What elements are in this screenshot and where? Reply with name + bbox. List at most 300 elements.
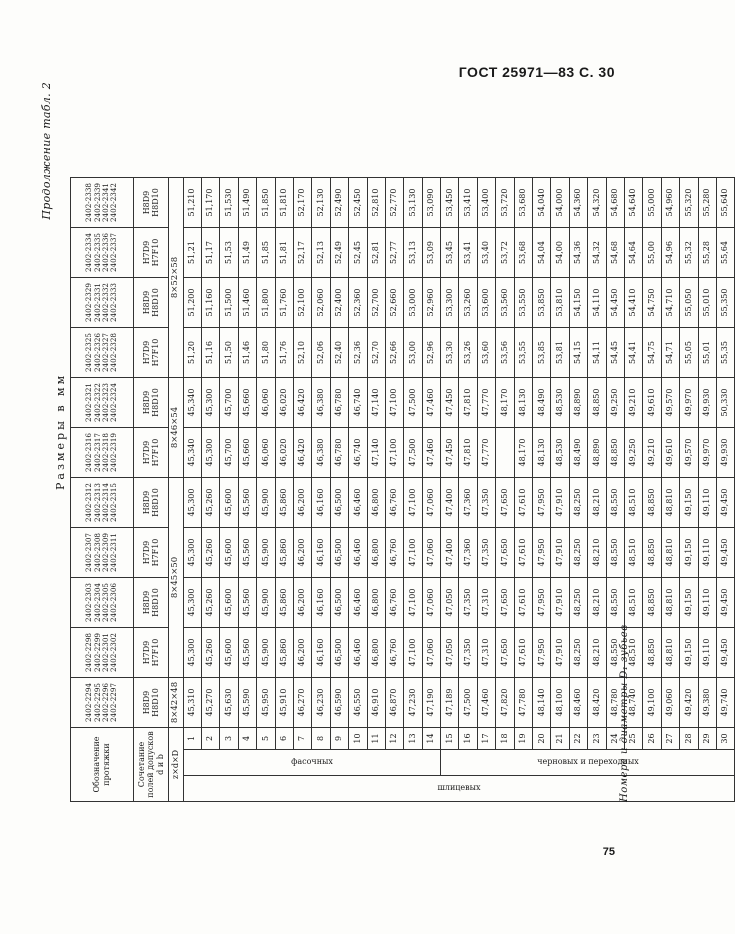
designation-codes: 2402-2312 2402-2313 2402-2314 2402-2315: [71, 478, 134, 528]
diameter-value: 47,650: [496, 628, 514, 678]
table-row: [698, 178, 716, 802]
table-row: [201, 178, 219, 802]
tolerance-combination: H7D9 H7F10: [134, 628, 169, 678]
diameter-value: 53,81: [551, 328, 569, 378]
diameter-value: 51,16: [201, 328, 219, 378]
diameter-value: 46,460: [349, 578, 367, 628]
diameter-value: 47,610: [514, 528, 532, 578]
diameter-value: 47,910: [551, 528, 569, 578]
diameter-value: 51,760: [275, 278, 293, 328]
diameter-value: 54,71: [661, 328, 679, 378]
diameter-value: 55,010: [698, 278, 716, 328]
diameter-value: 53,450: [441, 178, 459, 228]
table-row: [459, 178, 477, 802]
diameter-value: 51,21: [183, 228, 201, 278]
diameter-value: 46,160: [312, 478, 330, 528]
diameter-value: 49,110: [698, 478, 716, 528]
diameter-value: 47,950: [533, 628, 551, 678]
diameter-value: 48,810: [661, 578, 679, 628]
diameter-value: 55,00: [643, 228, 661, 278]
diameter-value: 47,950: [533, 478, 551, 528]
diameter-value: 51,850: [257, 178, 275, 228]
diameter-value: 51,500: [220, 278, 238, 328]
diameter-value: 48,460: [569, 678, 587, 728]
diameter-value: 45,900: [257, 628, 275, 678]
diameter-value: 47,400: [441, 528, 459, 578]
diameter-value: 47,500: [404, 428, 422, 478]
diameter-value: 46,460: [349, 478, 367, 528]
diameter-value: 48,850: [643, 628, 661, 678]
tooth-number: 27: [661, 728, 679, 750]
tooth-number: 21: [551, 728, 569, 750]
diameter-value: 45,600: [220, 478, 238, 528]
diameter-value: 53,130: [404, 178, 422, 228]
table-row: [496, 178, 514, 802]
diameter-value: 47,310: [477, 578, 495, 628]
diameter-value: 54,45: [606, 328, 624, 378]
designation-codes: 2402-2334 2402-2335 2402-2336 2402-2337: [71, 228, 134, 278]
diameter-value: 46,200: [293, 528, 311, 578]
diameter-value: 53,72: [496, 228, 514, 278]
diameter-value: 45,700: [220, 428, 238, 478]
designation-header: Обозначение протяжки: [71, 728, 134, 802]
diameter-value: 47,460: [422, 378, 440, 428]
tooth-number: 30: [716, 728, 734, 750]
diameter-value: 46,200: [293, 478, 311, 528]
diameter-value: 45,300: [183, 478, 201, 528]
diameter-value: 46,590: [330, 678, 348, 728]
tolerance-combination: H8D9 H8D10: [134, 578, 169, 628]
page-number: 75: [602, 846, 615, 858]
diameter-value: 55,050: [680, 278, 698, 328]
diameter-value: 49,110: [698, 528, 716, 578]
diameter-value: 48,490: [533, 378, 551, 428]
tooth-number: 9: [330, 728, 348, 750]
diameter-value: 53,60: [477, 328, 495, 378]
table-row: [385, 178, 403, 802]
diameter-value: 48,510: [624, 578, 642, 628]
diameter-value: 47,950: [533, 578, 551, 628]
table-row: [569, 178, 587, 802]
diameter-value: 45,660: [238, 378, 256, 428]
diameter-value: 45,560: [238, 628, 256, 678]
standard-header: ГОСТ 25971—83 С. 30: [458, 64, 615, 80]
diameter-value: 47,810: [459, 378, 477, 428]
tooth-number: 8: [312, 728, 330, 750]
diameter-value: 48,250: [569, 578, 587, 628]
diameter-value: 53,410: [459, 178, 477, 228]
table-row: [680, 178, 698, 802]
tooth-number: 1: [183, 728, 201, 750]
diameter-value: 53,85: [533, 328, 551, 378]
diameter-value: 48,100: [551, 678, 569, 728]
diameter-value: 52,10: [293, 328, 311, 378]
diameter-value: 53,45: [441, 228, 459, 278]
diameter-value: 47,820: [496, 678, 514, 728]
diameter-value: 45,600: [220, 578, 238, 628]
diameter-value: 55,640: [716, 178, 734, 228]
diameter-value: 47,050: [441, 628, 459, 678]
diameter-value: 52,450: [349, 178, 367, 228]
diameter-value: 54,32: [588, 228, 606, 278]
diameter-value: 45,340: [183, 428, 201, 478]
tooth-number: 12: [385, 728, 403, 750]
diameter-value: 54,64: [624, 228, 642, 278]
tooth-number: 18: [496, 728, 514, 750]
diameter-value: 45,860: [275, 628, 293, 678]
diameter-value: 52,40: [330, 328, 348, 378]
diameter-value: 45,590: [238, 678, 256, 728]
diameter-value: 51,210: [183, 178, 201, 228]
diameter-value: 46,160: [312, 578, 330, 628]
diameter-value: 49,150: [680, 628, 698, 678]
diameter-value: 51,80: [257, 328, 275, 378]
sizes-caption: Размеры в мм: [54, 372, 67, 490]
spline-size: 8×45×50: [169, 478, 184, 678]
tooth-number: 6: [275, 728, 293, 750]
table-row: [293, 178, 311, 802]
diameter-value: 47,350: [459, 578, 477, 628]
diameter-value: 47,810: [459, 428, 477, 478]
diameter-value: 51,800: [257, 278, 275, 328]
diameter-value: 53,30: [441, 328, 459, 378]
diameter-value: 52,100: [293, 278, 311, 328]
table-row: [422, 178, 440, 802]
diameter-value: 47,500: [404, 378, 422, 428]
spline-group-label: шлицевых: [183, 776, 735, 802]
diameter-value: 54,410: [624, 278, 642, 328]
diameter-value: 49,970: [680, 378, 698, 428]
diameter-value: 49,250: [624, 428, 642, 478]
diameter-value: 55,05: [680, 328, 698, 378]
diameter-value: 48,170: [514, 428, 532, 478]
diameter-value: 51,81: [275, 228, 293, 278]
diameter-value: 46,500: [330, 528, 348, 578]
diameter-value: 46,910: [367, 678, 385, 728]
diameter-value: 52,17: [293, 228, 311, 278]
diameter-value: 53,000: [404, 278, 422, 328]
diameter-value: 47,770: [477, 378, 495, 428]
tolerance-combination: H7D9 H7F10: [134, 428, 169, 478]
diameter-value: 47,610: [514, 478, 532, 528]
continuation-caption: Продолжение табл. 2: [40, 82, 53, 220]
diameter-value: 54,04: [533, 228, 551, 278]
diameter-value: 46,270: [293, 678, 311, 728]
diameter-value: 52,810: [367, 178, 385, 228]
spline-size: 8×42×48: [169, 678, 184, 728]
table-row: [441, 178, 459, 802]
diameter-value: 46,760: [385, 578, 403, 628]
table-row: [238, 178, 256, 802]
diameter-value: 46,160: [312, 628, 330, 678]
shaped-group-label: фасочных: [183, 750, 440, 776]
diameter-value: 52,96: [422, 328, 440, 378]
diameter-value: 52,360: [349, 278, 367, 328]
diameter-value: 46,870: [385, 678, 403, 728]
diameter-value: 48,170: [496, 378, 514, 428]
diameter-value: 45,300: [201, 428, 219, 478]
tooth-number: 3: [220, 728, 238, 750]
diameter-value: 45,630: [220, 678, 238, 728]
diameter-value: 47,650: [496, 578, 514, 628]
diameter-value: 47,140: [367, 428, 385, 478]
diameter-value: 46,760: [385, 478, 403, 528]
diameter-value: 45,860: [275, 478, 293, 528]
diameter-value: 48,210: [588, 478, 606, 528]
diameter-value: 47,450: [441, 428, 459, 478]
diameter-value: 46,800: [367, 528, 385, 578]
diameter-value: 53,680: [514, 178, 532, 228]
diameter-value: 47,360: [459, 528, 477, 578]
designation-codes: 2402-2325 2402-2326 2402-2327 2402-2328: [71, 328, 134, 378]
tooth-number: 17: [477, 728, 495, 750]
diameter-value: 53,00: [404, 328, 422, 378]
diameter-value: 54,36: [569, 228, 587, 278]
tooth-number: 10: [349, 728, 367, 750]
diameter-value: 54,110: [588, 278, 606, 328]
diameter-value: 53,41: [459, 228, 477, 278]
tolerance-combination: H8D9 H8D10: [134, 678, 169, 728]
diameter-value: 45,300: [183, 628, 201, 678]
diameter-value: 54,450: [606, 278, 624, 328]
tooth-number: 16: [459, 728, 477, 750]
diameter-value: 46,740: [349, 428, 367, 478]
table-row: [716, 178, 734, 802]
table-row: [330, 178, 348, 802]
diameter-value: 48,810: [661, 528, 679, 578]
diameter-value: 47,060: [422, 478, 440, 528]
diameter-value: 46,200: [293, 578, 311, 628]
diameter-value: 45,260: [201, 478, 219, 528]
diameter-value: 51,17: [201, 228, 219, 278]
diameter-value: 49,420: [680, 678, 698, 728]
rough-group-label: черновых и переходных: [441, 750, 735, 776]
diameter-value: 49,110: [698, 578, 716, 628]
diameter-value: 45,300: [183, 528, 201, 578]
diameter-value: 47,910: [551, 578, 569, 628]
rotated-table-area: [40, 82, 730, 802]
designation-codes: 2402-2329 2402-2331 2402-2332 2402-2333: [71, 278, 134, 328]
diameter-value: 49,930: [716, 428, 734, 478]
diameter-value: 48,550: [606, 628, 624, 678]
tolerance-combination: H8D9 H8D10: [134, 178, 169, 228]
table-row: [661, 178, 679, 802]
diameter-value: 47,189: [441, 678, 459, 728]
diameter-value: 47,230: [404, 678, 422, 728]
diameter-value: 48,140: [533, 678, 551, 728]
diameter-value: 46,420: [293, 378, 311, 428]
diameter-value: 46,760: [385, 628, 403, 678]
diameter-value: 48,210: [588, 628, 606, 678]
diameter-value: 48,810: [661, 478, 679, 528]
tolerance-combination: H7D9 H7F10: [134, 228, 169, 278]
diameter-value: 53,550: [514, 278, 532, 328]
diameter-value: 46,060: [257, 428, 275, 478]
diameter-value: 52,06: [312, 328, 330, 378]
zdD-label: z×d×D: [169, 728, 184, 802]
diameter-value: 54,75: [643, 328, 661, 378]
diameter-value: 45,660: [238, 428, 256, 478]
diameter-value: 52,81: [367, 228, 385, 278]
diameter-value: 48,850: [606, 428, 624, 478]
diameter-value: 51,76: [275, 328, 293, 378]
table-row: [349, 178, 367, 802]
diameter-value: 48,490: [569, 428, 587, 478]
table-row: [551, 178, 569, 802]
diameter-value: 48,510: [624, 528, 642, 578]
diameter-value: 49,150: [680, 578, 698, 628]
tolerance-combination: H8D9 H8D10: [134, 278, 169, 328]
diameter-value: 55,28: [698, 228, 716, 278]
diameter-value: 46,760: [385, 528, 403, 578]
diameter-value: 53,720: [496, 178, 514, 228]
diameter-value: 54,960: [661, 178, 679, 228]
diameter-value: 53,56: [496, 328, 514, 378]
designation-codes: 2402-2338 2402-2339 2402-2341 2402-2342: [71, 178, 134, 228]
diameter-value: 45,900: [257, 478, 275, 528]
table-row: [514, 178, 532, 802]
diameter-value: 53,68: [514, 228, 532, 278]
diameter-value: 48,420: [588, 678, 606, 728]
designation-codes: 2402-2316 2402-2317 2402-2318 2402-2319: [71, 428, 134, 478]
diameter-value: 53,810: [551, 278, 569, 328]
diameter-value: 48,130: [533, 428, 551, 478]
tolerance-combination: H8D9 H8D10: [134, 478, 169, 528]
tooth-number: 25: [624, 728, 642, 750]
tooth-number: 7: [293, 728, 311, 750]
diameter-value: 47,350: [477, 528, 495, 578]
diameter-value: 45,310: [183, 678, 201, 728]
side-note: Номера и диаметры D₁ зубьев: [619, 624, 630, 802]
tooth-number: 19: [514, 728, 532, 750]
table-row: [257, 178, 275, 802]
diameter-value: 47,060: [422, 578, 440, 628]
diameter-value: 45,600: [220, 628, 238, 678]
diameter-value: 51,160: [201, 278, 219, 328]
diameter-value: 46,740: [349, 378, 367, 428]
diameter-value: 47,650: [496, 528, 514, 578]
diameter-value: 52,36: [349, 328, 367, 378]
diameter-value: 45,860: [275, 528, 293, 578]
spline-size: 8×52×58: [169, 178, 184, 378]
diameter-value: 46,780: [330, 428, 348, 478]
tooth-number: 14: [422, 728, 440, 750]
diameter-value: 45,260: [201, 528, 219, 578]
diameter-value: 47,100: [404, 528, 422, 578]
diameter-value: 49,570: [661, 378, 679, 428]
tooth-number: 20: [533, 728, 551, 750]
diameter-value: 54,040: [533, 178, 551, 228]
diameter-value: 48,550: [606, 528, 624, 578]
diameter-value: 47,910: [551, 628, 569, 678]
diameter-value: 45,560: [238, 578, 256, 628]
diameter-value: 45,560: [238, 528, 256, 578]
diameter-value: 49,450: [716, 578, 734, 628]
diameter-value: 49,110: [698, 628, 716, 678]
diameter-value: 54,11: [588, 328, 606, 378]
diameter-value: 49,740: [716, 678, 734, 728]
diameter-value: 49,930: [698, 378, 716, 428]
diameter-value: 47,460: [422, 428, 440, 478]
designation-codes: 2402-2298 2402-2299 2402-2301 2402-2302: [71, 628, 134, 678]
diameter-value: 48,250: [569, 528, 587, 578]
diameter-value: 48,210: [588, 528, 606, 578]
diameter-value: 48,780: [606, 678, 624, 728]
spline-size: 8×46×54: [169, 378, 184, 478]
diameter-value: 45,900: [257, 528, 275, 578]
diameter-value: 46,500: [330, 478, 348, 528]
diameter-value: 54,15: [569, 328, 587, 378]
diameter-value: 47,610: [514, 578, 532, 628]
diameter-value: 47,610: [514, 628, 532, 678]
diameter-value: 53,300: [441, 278, 459, 328]
diameter-value: 45,600: [220, 528, 238, 578]
tooth-number: 28: [680, 728, 698, 750]
diameter-value: 53,26: [459, 328, 477, 378]
diameter-value: 54,680: [606, 178, 624, 228]
diameter-value: 48,530: [551, 428, 569, 478]
table-row: [367, 178, 385, 802]
diameter-value: 51,46: [238, 328, 256, 378]
diameter-value: 46,380: [312, 428, 330, 478]
diameter-value: 47,100: [385, 428, 403, 478]
diameter-value: 47,100: [404, 578, 422, 628]
diameter-value: 53,400: [477, 178, 495, 228]
diameter-value: 55,000: [643, 178, 661, 228]
diameter-value: 48,890: [569, 378, 587, 428]
diameter-value: 54,41: [624, 328, 642, 378]
diameter-value: 55,01: [698, 328, 716, 378]
diameter-value: 49,250: [606, 378, 624, 428]
diameter-value: 49,150: [680, 478, 698, 528]
diameter-value: 47,360: [459, 478, 477, 528]
diameter-value: 49,100: [643, 678, 661, 728]
diameter-value: 52,49: [330, 228, 348, 278]
diameter-value: 53,55: [514, 328, 532, 378]
diameter-value: 47,100: [385, 378, 403, 428]
tooth-number: 24: [606, 728, 624, 750]
diameter-value: 46,160: [312, 528, 330, 578]
diameter-value: 51,200: [183, 278, 201, 328]
diameter-value: 47,910: [551, 478, 569, 528]
diameter-value: 45,340: [183, 378, 201, 428]
tolerance-combination: H8D9 H8D10: [134, 378, 169, 428]
diameter-value: 55,320: [680, 178, 698, 228]
diameter-value: 47,400: [441, 478, 459, 528]
diameter-value: 48,740: [624, 678, 642, 728]
table-row: [183, 178, 201, 802]
diameter-value: 47,350: [477, 478, 495, 528]
diameter-value: 51,810: [275, 178, 293, 228]
diameter-value: 45,900: [257, 578, 275, 628]
diameter-value: 45,260: [201, 578, 219, 628]
diameter-value: 48,850: [588, 378, 606, 428]
diameter-value: 46,800: [367, 628, 385, 678]
diameter-value: 46,060: [257, 378, 275, 428]
diameter-value: 48,530: [551, 378, 569, 428]
diameter-value: 47,060: [422, 628, 440, 678]
table-row: [477, 178, 495, 802]
diameter-value: 52,77: [385, 228, 403, 278]
diameter-value: 47,310: [477, 628, 495, 678]
designation-codes: 2402-2307 2402-2308 2402-2309 2402-2311: [71, 528, 134, 578]
diameter-value: 55,35: [716, 328, 734, 378]
diameter-value: 51,50: [220, 328, 238, 378]
diameter-value: 47,950: [533, 528, 551, 578]
diameter-value: 48,890: [588, 428, 606, 478]
diameter-value: 52,130: [312, 178, 330, 228]
diameter-value: 51,460: [238, 278, 256, 328]
